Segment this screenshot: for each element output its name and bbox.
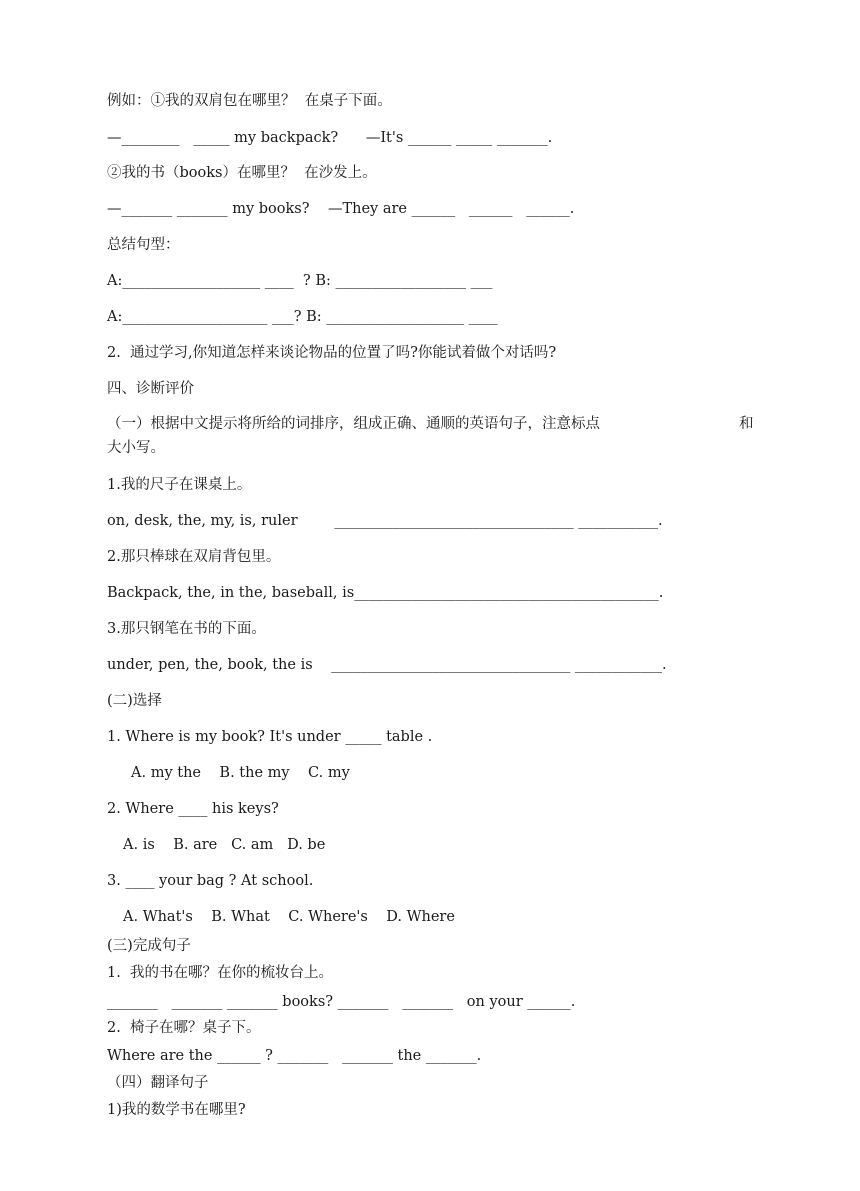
reorder-item-1-words: on, desk, the, my, is, ruler _________________________________ ___________. <box>107 513 663 529</box>
part-one-instruction-end: 和 <box>739 416 754 432</box>
reorder-item-1-prompt: 1.我的尺子在课桌上。 <box>107 477 252 493</box>
choice-question-2: 2. Where ____ his keys? <box>107 801 279 817</box>
part-three-heading: (三)完成句子 <box>107 938 191 954</box>
dialogue-question: 2. 通过学习,你知道怎样来谈论物品的位置了吗?你能试着做个对话吗? <box>107 345 557 361</box>
example-blank-line-1: —________ _____ my backpack? —It's ______ _____ _______. <box>107 130 553 146</box>
part-two-heading: (二)选择 <box>107 693 162 709</box>
choice-question-1: 1. Where is my book? It's under _____ table . <box>107 729 433 745</box>
example-line-2: ②我的书（books）在哪里？ 在沙发上。 <box>107 165 377 181</box>
choice-question-3: 3. ____ your bag ? At school. <box>107 873 314 889</box>
translate-item-1: 1)我的数学书在哪里? <box>107 1102 246 1118</box>
reorder-item-3-words: under, pen, the, book, the is _________________________________ ____________. <box>107 657 667 673</box>
reorder-item-2-words: Backpack, the, in the, baseball, is__________________________________________. <box>107 585 664 601</box>
complete-item-2-prompt: 2. 椅子在哪？桌子下。 <box>107 1020 261 1036</box>
summary-pattern-2: A:____________________ ___? B: ___________________ ____ <box>107 309 498 325</box>
choice-options-3: A. What's B. What C. Where's D. Where <box>123 909 455 925</box>
choice-options-1: A. my the B. the my C. my <box>131 765 350 781</box>
complete-item-1-prompt: 1. 我的书在哪？在你的梳妆台上。 <box>107 965 334 981</box>
part-four-heading: （四）翻译句子 <box>107 1075 209 1091</box>
complete-item-2-blanks: Where are the ______ ? _______ _______ the _______. <box>107 1048 482 1064</box>
complete-item-1-blanks: _______ _______ _______ books? _______ _______ on your ______. <box>107 994 576 1010</box>
summary-heading: 总结句型： <box>107 237 180 253</box>
choice-options-2: A. is B. are C. am D. be <box>123 837 326 853</box>
reorder-item-3-prompt: 3.那只钢笔在书的下面。 <box>107 621 266 637</box>
part-one-instruction: （一）根据中文提示将所给的词排序，组成正确、通顺的英语句子，注意标点 <box>107 416 600 432</box>
example-line-1: 例如：①我的双肩包在哪里？ 在桌子下面。 <box>107 93 392 109</box>
part-one-instruction-cont: 大小写。 <box>107 440 165 456</box>
section-heading-assessment: 四、诊断评价 <box>107 381 194 397</box>
summary-pattern-1: A:___________________ ____ ? B: __________________ ___ <box>107 273 493 289</box>
example-blank-line-2: —_______ _______ my books? —They are ______ ______ ______. <box>107 201 575 217</box>
reorder-item-2-prompt: 2.那只棒球在双肩背包里。 <box>107 549 281 565</box>
